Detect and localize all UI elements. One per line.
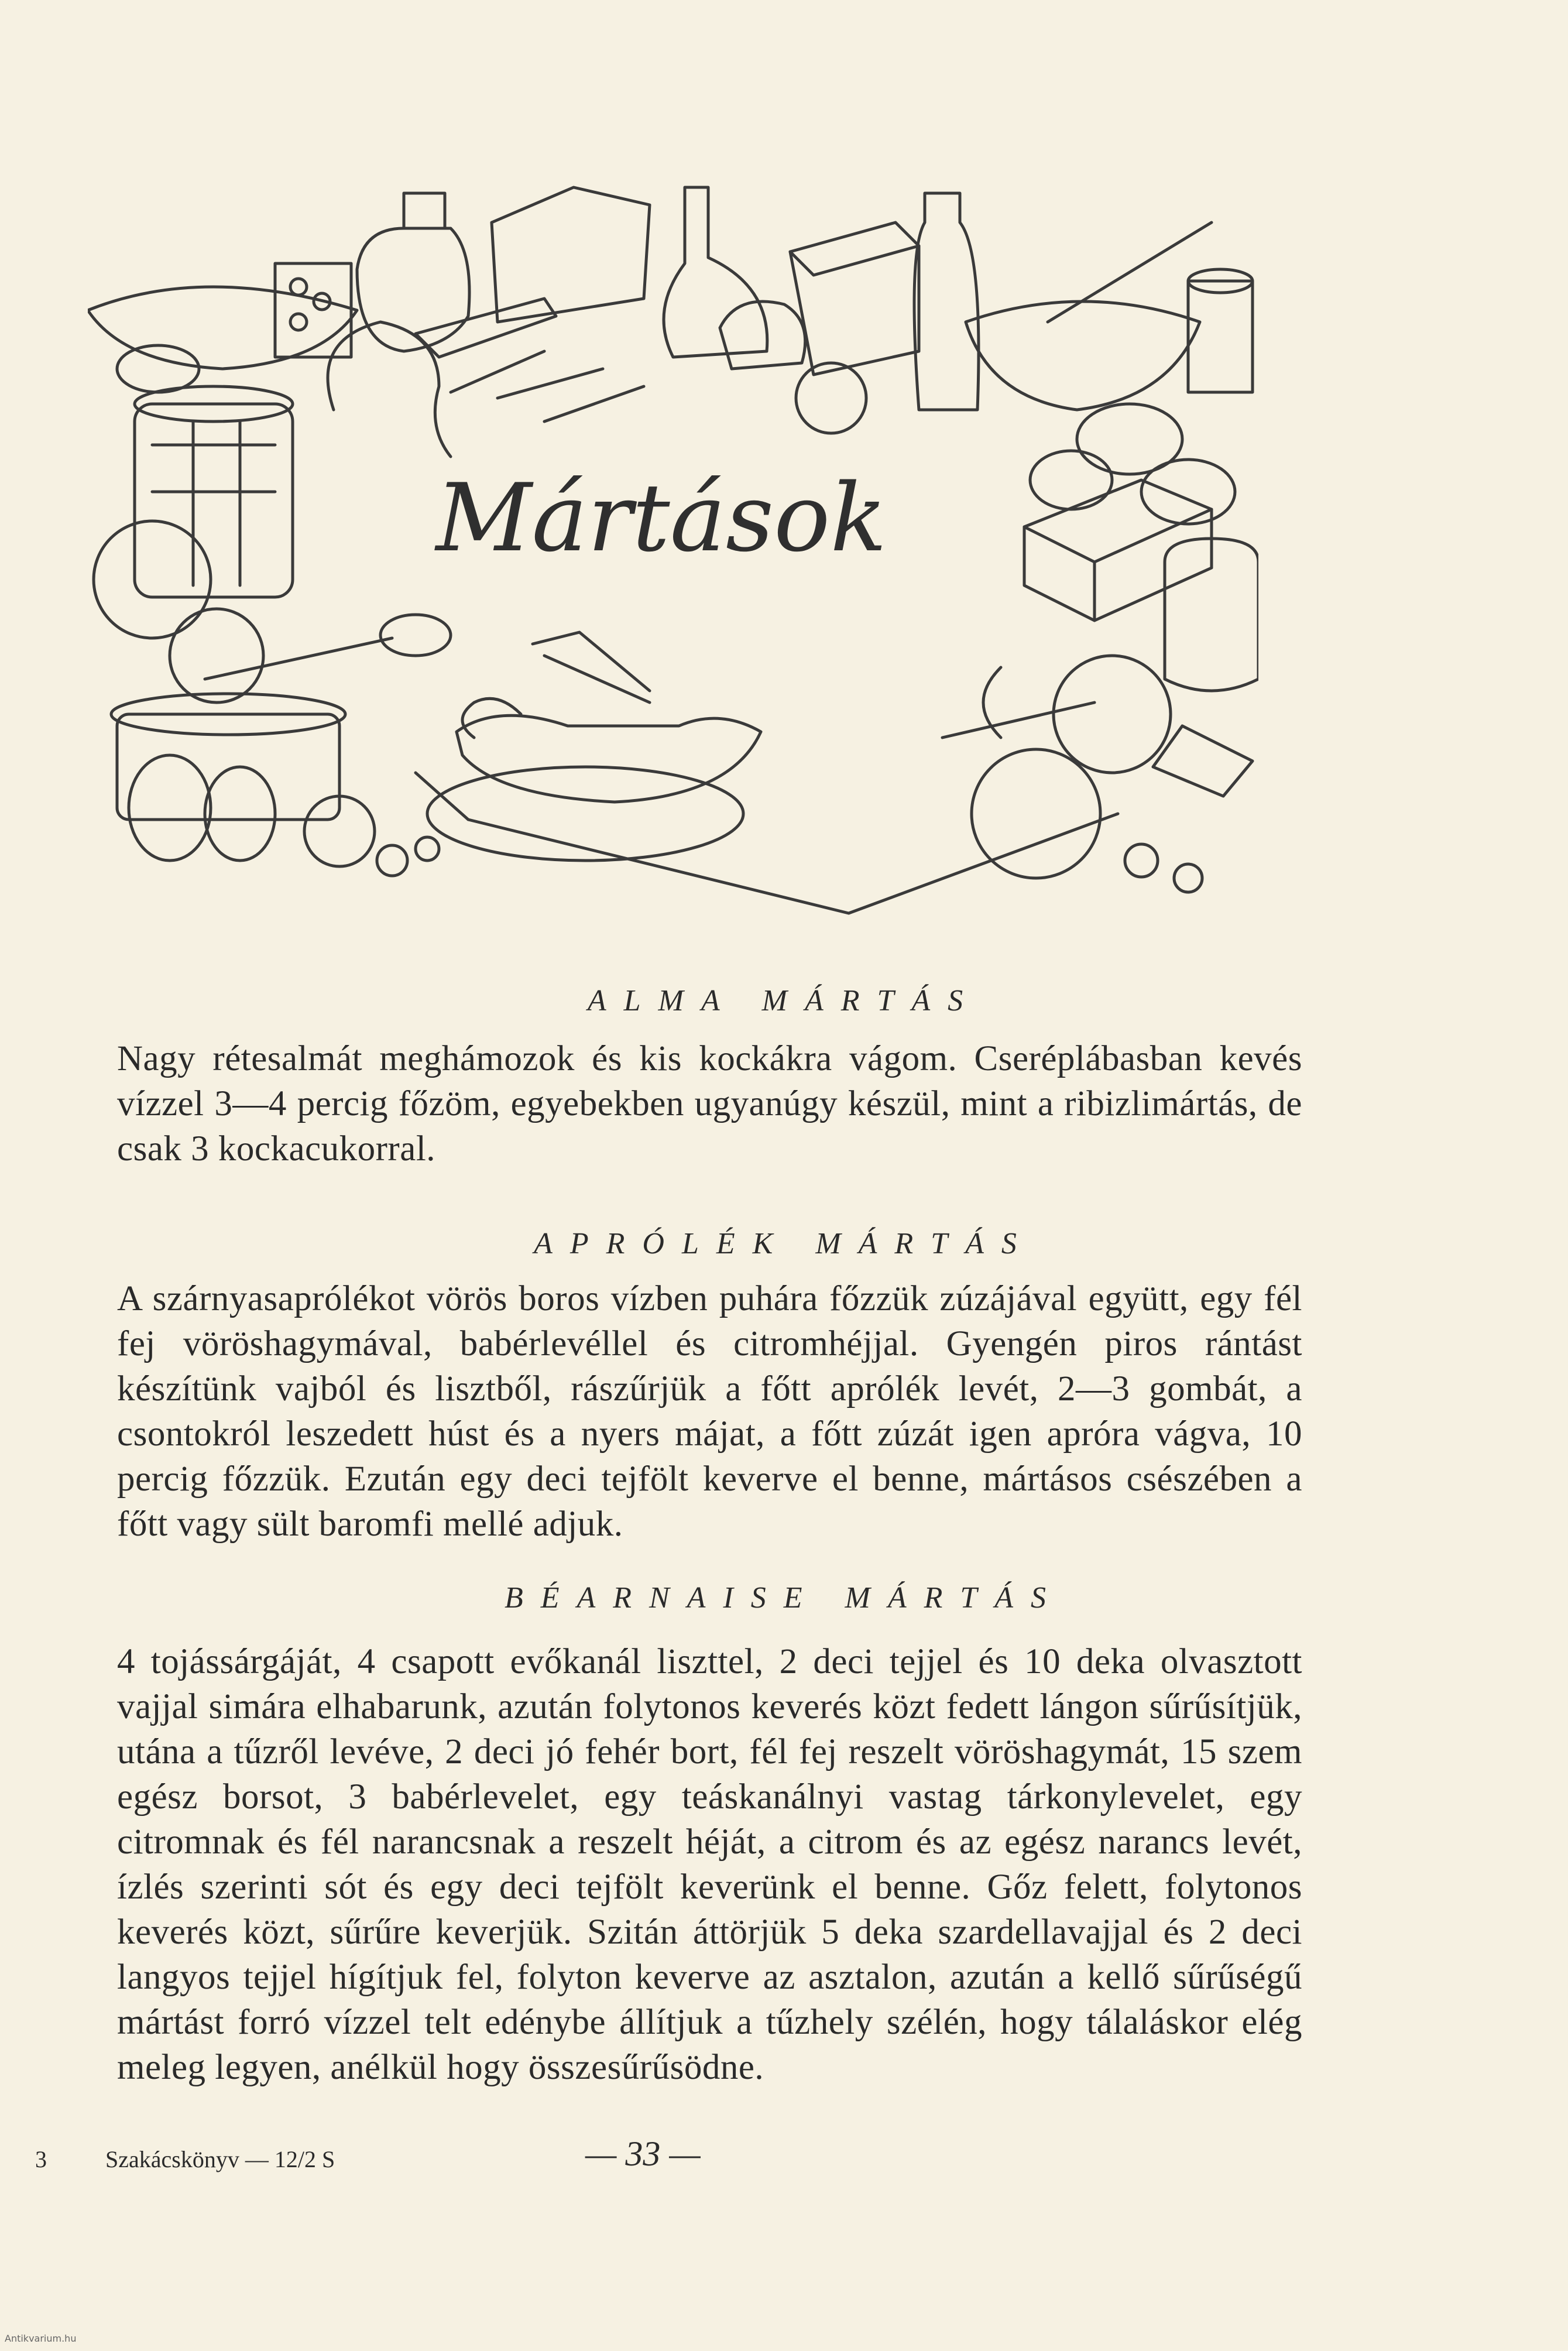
heading-aprolek: APRÓLÉK MÁRTÁS: [534, 1227, 1034, 1260]
page-number: — 33 —: [585, 2134, 701, 2173]
apple-icon: [1054, 656, 1171, 773]
footer-signature-number: 3: [35, 2146, 47, 2172]
heading-bearnaise: BÉARNAISE MÁRTÁS: [504, 1581, 1064, 1615]
jar-icon: [135, 404, 293, 597]
paragraph-aprolek: A szárnyasaprólékot vörös boros vízben puhára főzzük zúzájával együtt, egy fél fej vöröshagymával, babérlevéllel és citromhéjjal. Gyengén piros rántást készítünk vajból és lisztből, rászűrjük a főtt aprólék levét, 2—3 gombát, a csontokról leszedett húst és a nyers májat, a főtt zúzát igen apróra vágva, 10 percig főzzük. Ezután egy deci tejfölt keverve el benne, mártásos csészében a főtt vagy sült baromfi mellé adjuk.: [117, 1279, 1302, 1544]
gravy-boat-icon: [457, 715, 761, 802]
box-icon: [790, 222, 919, 375]
paragraph-alma: Nagy rétesalmát meghámozok és kis kockákra vágom. Cseréplábasban kevés vízzel 3—4 percig főzöm, egyebekben ugyanúgy készül, mint a ribizlimártás, de csak 3 kockacukorral.: [117, 1039, 1302, 1168]
plate-icon: [427, 767, 743, 861]
paragraph-bearnaise: 4 tojássárgáját, 4 csapott evőkanál liszttel, 2 deci tejjel és 10 deka olvasztott vajjal simára elhabarunk, azután folytonos keverés közt fedett lángon sűrűsítjük, utána a tűzről levéve, 2 deci jó fehér bort, fél fej reszelt vöröshagymát, 15 szem egész borsot, 3 babérlevelet, egy teáskanálnyi vastag tárkonylevelet, egy citromnak és fél narancsnak a reszelt héját, a citrom és az egész narancs levét, ízlés szerinti sót és egy deci tejfölt keverünk el benne. Gőz felett, folytonos keverés közt, sűrűre keverjük. Szitán áttörjük 5 deka szardellavajjal és 2 deci langyos tejjel hígítjuk fel, folyton keverve az asztalon, azután a kellő sűrűségű mártást forró vízzel telt edénybe állítjuk a tűzhely szélén, hogy tálaláskor elég meleg legyen, anélkül hogy összesűrűsödne.: [117, 1642, 1302, 2087]
illustration-title: Mártások: [435, 463, 887, 573]
kitchen-illustration: [88, 176, 1258, 931]
bottle-icon: [664, 187, 767, 357]
butter-icon: [1024, 480, 1212, 562]
heading-alma: ALMA MÁRTÁS: [587, 984, 981, 1017]
footer-signature-text: Szakácskönyv — 12/2 S: [105, 2146, 335, 2172]
mixing-bowl-icon: [966, 301, 1200, 410]
onion-icon: [328, 322, 451, 457]
watermark-stamp: Antikvarium.hu: [5, 2333, 77, 2344]
